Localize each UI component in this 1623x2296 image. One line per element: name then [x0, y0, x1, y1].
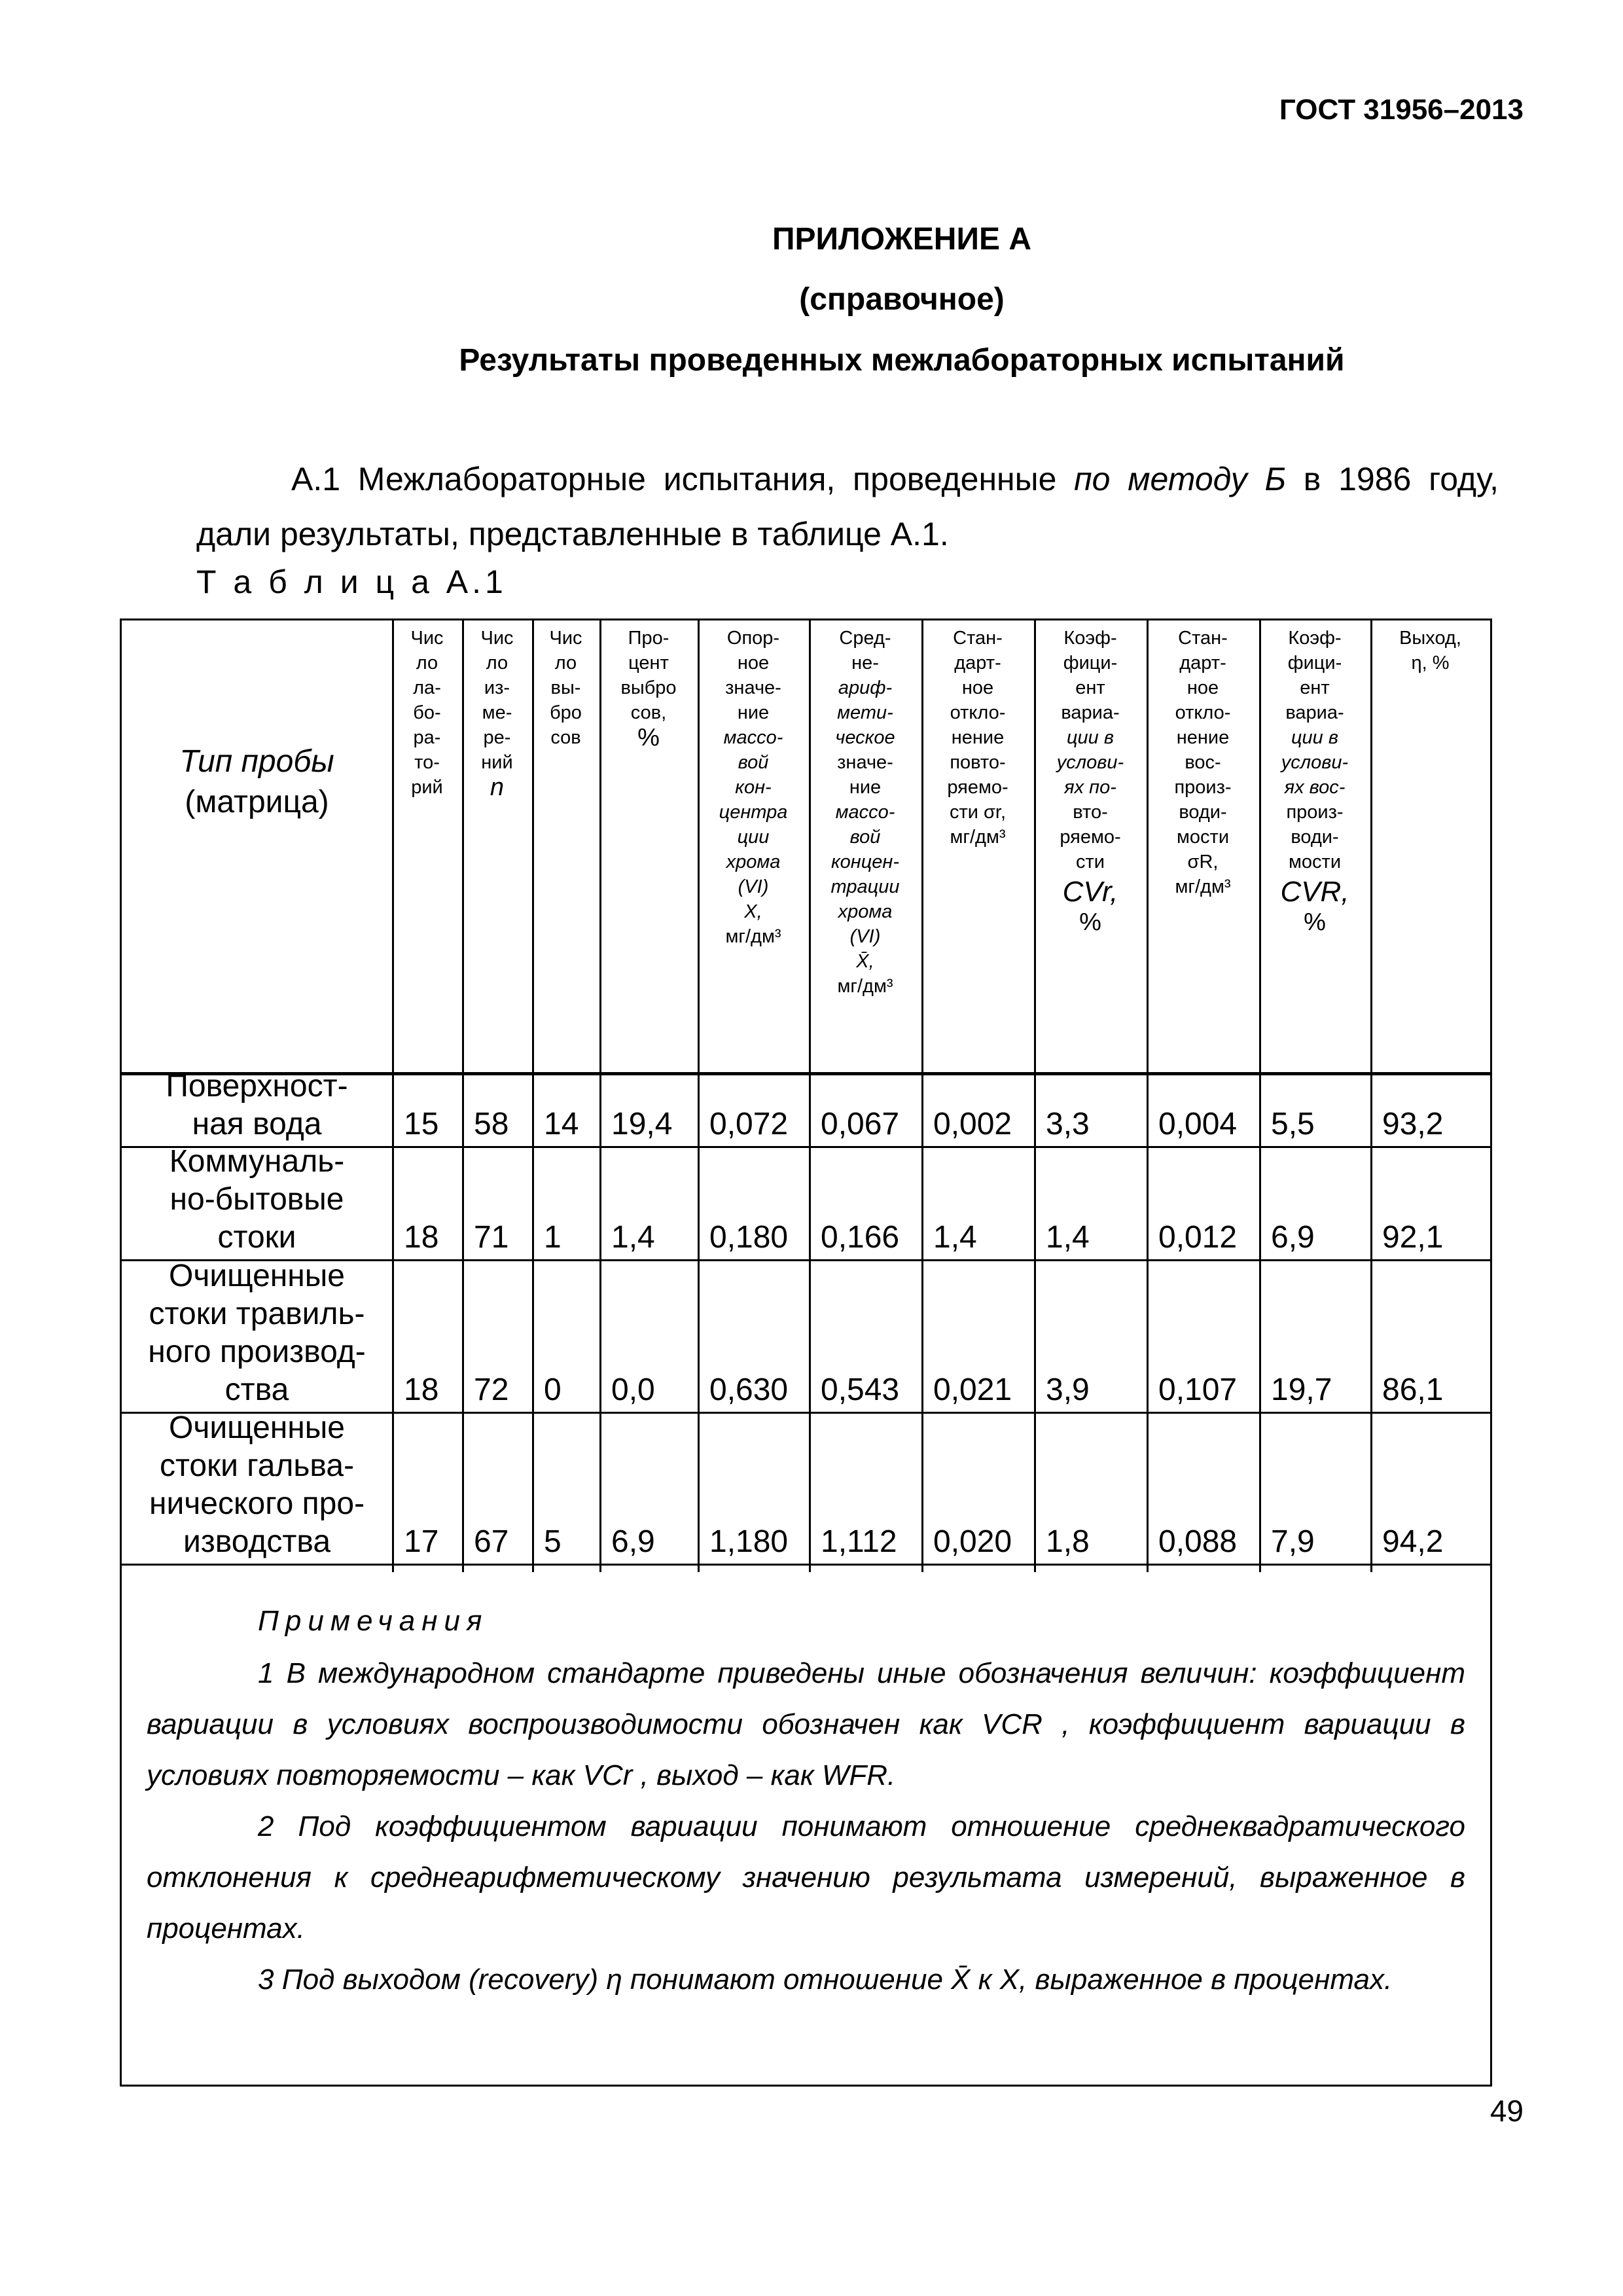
header-line: фици- — [1063, 653, 1118, 673]
header-line: фици- — [1287, 653, 1342, 673]
header-line: ческое — [835, 727, 895, 748]
header-cvR-percent: % — [1304, 908, 1326, 936]
header-cvR-symbol: CVR, — [1280, 876, 1349, 908]
table-cell: 1,4 — [933, 1220, 977, 1255]
table-caption: Т а б л и ц а А.1 — [196, 564, 507, 600]
header-mean-text — [809, 626, 921, 675]
row-sample-type — [122, 1257, 392, 1409]
table-cell: 19,7 — [1271, 1372, 1332, 1407]
header-measurements-symbol: n — [490, 774, 505, 801]
header-line: из- — [484, 677, 510, 698]
header-line: произ- — [1286, 802, 1344, 823]
header-cvr-italic — [1034, 725, 1147, 800]
appendix-status: (справочное) — [799, 282, 1005, 317]
table-cell: 67 — [474, 1524, 509, 1559]
header-line: вой — [849, 827, 881, 848]
appendix-title: ПРИЛОЖЕНИЕ А — [772, 222, 1031, 257]
header-line: Чис — [549, 628, 582, 649]
header-line: кон- — [735, 777, 772, 798]
header-line: Чис — [480, 628, 514, 649]
header-sample-type-matrix: (матрица) — [185, 785, 329, 819]
header-yield — [1370, 620, 1490, 1072]
header-outliers-text — [532, 626, 599, 750]
header-cvr-symbol: CVr, — [1062, 876, 1118, 908]
header-line: Стан- — [1178, 628, 1228, 649]
header-mean-value — [809, 620, 921, 1072]
header-cvr-text — [1034, 626, 1147, 725]
header-reference-value — [698, 620, 809, 1072]
header-line: трации — [830, 876, 900, 897]
header-reference-unit: мг/дм³ — [725, 926, 781, 947]
page-number: 49 — [1489, 2094, 1524, 2128]
header-line: ное — [961, 677, 994, 698]
header-line: не- — [851, 653, 879, 673]
header-line: центра — [719, 802, 788, 823]
header-line: ло — [554, 653, 577, 673]
header-line: сов, — [630, 702, 667, 723]
header-cvR-text2 — [1259, 800, 1370, 874]
header-line: Коэф- — [1288, 628, 1342, 649]
table-cell: 0,630 — [709, 1372, 789, 1407]
header-line: вариа- — [1061, 702, 1120, 723]
header-line: цент — [628, 653, 669, 673]
notes-heading: Примечания — [258, 1605, 489, 1637]
table-cell: 0,002 — [933, 1107, 1012, 1141]
table-cell: 1,4 — [611, 1220, 655, 1255]
table-cell: 3,3 — [1046, 1107, 1090, 1141]
header-outliers — [532, 620, 599, 1072]
header-reproducibility-sd — [1147, 620, 1259, 1072]
header-line: откло- — [950, 702, 1006, 723]
header-mean-text2 — [809, 750, 921, 800]
table-cell: 0,020 — [933, 1524, 1012, 1559]
header-sr-unit: мг/дм³ — [950, 827, 1006, 848]
header-line: ние — [737, 702, 770, 723]
header-line: услови- — [1281, 752, 1349, 773]
header-line: Коэф- — [1063, 628, 1117, 649]
header-line: ариф- — [838, 677, 893, 698]
table-cell: 1,112 — [821, 1524, 897, 1559]
row-sample-type — [122, 1409, 392, 1561]
header-line: массо- — [835, 802, 895, 823]
header-cvR-italic — [1259, 725, 1370, 800]
header-line: Стан- — [953, 628, 1003, 649]
table-cell: 7,9 — [1271, 1524, 1315, 1559]
header-repeatability-sd — [921, 620, 1034, 1072]
header-line: ции в — [1291, 727, 1339, 748]
header-line: сти — [1076, 852, 1105, 872]
header-line: мости — [1288, 852, 1342, 872]
row-sample-type-line: ства — [224, 1372, 289, 1407]
table-cell: 5 — [544, 1524, 562, 1559]
header-outlier-percent-symbol: % — [637, 724, 660, 751]
header-line: Чис — [410, 628, 444, 649]
header-cvr-text2 — [1034, 800, 1147, 874]
table-cell: 0,012 — [1158, 1220, 1238, 1255]
header-line: ло — [486, 653, 508, 673]
header-line: нение — [1176, 727, 1230, 748]
header-line: значе- — [725, 677, 781, 698]
header-labs — [392, 620, 462, 1072]
header-labs-text — [392, 626, 462, 800]
header-line: хрома — [726, 852, 781, 872]
table-cell: 18 — [404, 1372, 439, 1407]
header-line: сов — [550, 727, 581, 748]
row-sample-type-line: но-бытовые — [169, 1182, 344, 1217]
header-line: то- — [414, 752, 440, 773]
header-line: ряемо- — [1060, 827, 1121, 848]
header-line: (VI) — [738, 876, 769, 897]
table-cell: 0,072 — [709, 1107, 789, 1141]
header-sR-symbol: σR, — [1187, 852, 1219, 872]
table-cell: 1,180 — [709, 1524, 789, 1559]
row-sample-type-line: Очищенные — [168, 1259, 345, 1293]
header-sr-label: сти σr, — [949, 802, 1007, 823]
row-sample-type-line: ная вода — [192, 1107, 322, 1141]
row-sample-type-line: стоки — [217, 1220, 296, 1255]
header-reference-text — [698, 626, 809, 725]
header-line: Сред- — [839, 628, 891, 649]
header-yield-label: Выход, — [1399, 628, 1461, 649]
header-mean-italic2 — [809, 800, 921, 949]
header-line: вариа- — [1285, 702, 1344, 723]
header-line: концен- — [830, 852, 900, 872]
table-cell: 0,067 — [821, 1107, 900, 1141]
table-cell: 94,2 — [1382, 1524, 1444, 1559]
header-line: дарт- — [954, 653, 1001, 673]
table-cell: 6,9 — [611, 1524, 655, 1559]
header-line: ний — [481, 752, 513, 773]
header-reproducibility-cv — [1259, 620, 1370, 1072]
header-line: Опор- — [726, 628, 780, 649]
row-sample-type-line: изводства — [183, 1524, 331, 1559]
intro-part2: в 1986 году, дали результаты, представленные в таблице А.1. — [196, 461, 1499, 552]
table-cell: 17 — [404, 1524, 439, 1559]
header-line: ции — [737, 827, 770, 848]
header-line: вос- — [1185, 752, 1221, 773]
header-line: нение — [951, 727, 1005, 748]
header-line: ент — [1300, 677, 1330, 698]
row-sample-type-line: стоки травиль- — [149, 1297, 365, 1331]
row-sample-type-line: Поверхност- — [166, 1069, 348, 1103]
grid-line — [122, 1564, 1490, 1566]
header-mean-symbol: X̄, — [856, 951, 874, 972]
header-line: вто- — [1073, 802, 1108, 823]
header-line: ра- — [413, 727, 441, 748]
note-1: 1 В международном стандарте приведены иные обозначения величин: коэффициент вариации в условиях воспроизводимости обозначен как VCR , коэффициент вариации в условиях повторяемости – как VCr , выход – как WFR. — [147, 1657, 1465, 1791]
header-line: выбро — [620, 677, 677, 698]
header-line: ре- — [483, 727, 511, 748]
header-line: услови- — [1056, 752, 1124, 773]
table-cell: 19,4 — [611, 1107, 673, 1141]
note-2: 2 Под коэффициентом вариации понимают отношение среднеквадратического отклонения к среднеарифметическому значению результата измерений, выраженное в процентах. — [147, 1810, 1465, 1945]
header-repeatability-cv — [1034, 620, 1147, 1072]
intro-paragraph — [196, 452, 1499, 562]
row-sample-type-line: ного производ- — [148, 1335, 366, 1369]
header-line: значе- — [837, 752, 893, 773]
table-cell: 0,088 — [1158, 1524, 1238, 1559]
table-cell: 58 — [474, 1107, 509, 1141]
table-cell: 86,1 — [1382, 1372, 1444, 1407]
header-line: ях по- — [1064, 777, 1116, 798]
header-line: рий — [411, 777, 443, 798]
header-line: ние — [849, 777, 882, 798]
table-cell: 0,180 — [709, 1220, 789, 1255]
table-cell: 1 — [544, 1220, 562, 1255]
header-sample-type-label: Тип пробы — [179, 744, 334, 779]
header-line: хрома — [838, 901, 893, 922]
header-line: ла- — [413, 677, 441, 698]
header-line: (VI) — [849, 926, 881, 947]
row-sample-type — [122, 1067, 392, 1143]
header-sr-text — [921, 626, 1034, 800]
table-cell: 72 — [474, 1372, 509, 1407]
header-line: ме- — [482, 702, 512, 723]
intro-part1: А.1 Межлабораторные испытания, проведенные — [291, 461, 1075, 497]
header-line: мети- — [837, 702, 893, 723]
table-cell: 15 — [404, 1107, 439, 1141]
header-line: вой — [738, 752, 769, 773]
table-cell: 0,543 — [821, 1372, 900, 1407]
header-line: бо- — [413, 702, 441, 723]
header-line: откло- — [1175, 702, 1231, 723]
header-cvr-percent: % — [1079, 908, 1101, 936]
row-sample-type — [122, 1143, 392, 1257]
header-outlier-percent-text — [599, 626, 698, 725]
header-line: вы- — [550, 677, 581, 698]
header-reference-symbol: X, — [744, 901, 762, 922]
table-cell: 0,0 — [611, 1372, 655, 1407]
header-mean-italic — [809, 675, 921, 750]
header-line: ло — [416, 653, 438, 673]
header-yield-symbol: η, % — [1411, 653, 1450, 673]
header-outlier-percent — [599, 620, 698, 1072]
results-table — [120, 619, 1492, 2087]
header-line: ряемо- — [947, 777, 1008, 798]
table-cell: 5,5 — [1271, 1107, 1315, 1141]
header-sR-text — [1147, 626, 1259, 850]
standard-number: ГОСТ 31956–2013 — [1279, 94, 1524, 126]
header-cvR-text — [1259, 626, 1370, 725]
table-cell: 0,107 — [1158, 1372, 1238, 1407]
header-line: ное — [1186, 677, 1219, 698]
header-sample-type — [122, 620, 392, 1072]
header-line: мости — [1176, 827, 1230, 848]
table-cell: 18 — [404, 1220, 439, 1255]
table-cell: 0 — [544, 1372, 562, 1407]
table-cell: 0,021 — [933, 1372, 1012, 1407]
header-line: Про- — [628, 628, 669, 649]
appendix-subtitle: Результаты проведенных межлабораторных испытаний — [459, 343, 1345, 378]
table-cell: 3,9 — [1046, 1372, 1090, 1407]
header-line: ент — [1075, 677, 1105, 698]
header-line: произ- — [1174, 777, 1232, 798]
table-cell: 93,2 — [1382, 1107, 1444, 1141]
table-cell: 92,1 — [1382, 1220, 1444, 1255]
note-3: 3 Под выходом (recovery) η понимают отношение X̄ к X, выраженное в процентах. — [258, 1964, 1393, 1996]
header-measurements-text — [462, 626, 532, 775]
row-sample-type-line: Очищенные — [168, 1410, 345, 1445]
header-measurements — [462, 620, 532, 1072]
table-cell: 71 — [474, 1220, 509, 1255]
table-cell: 1,4 — [1046, 1220, 1090, 1255]
header-reference-italic — [698, 725, 809, 899]
header-line: води- — [1291, 827, 1339, 848]
header-line: ях вос- — [1284, 777, 1346, 798]
header-line: води- — [1179, 802, 1227, 823]
table-cell: 6,9 — [1271, 1220, 1315, 1255]
header-line: ции в — [1066, 727, 1115, 748]
header-line: массо- — [723, 727, 783, 748]
table-cell: 14 — [544, 1107, 579, 1141]
header-line: повто- — [950, 752, 1006, 773]
row-sample-type-line: Коммуналь- — [169, 1144, 345, 1179]
table-cell: 1,8 — [1046, 1524, 1090, 1559]
header-mean-unit: мг/дм³ — [837, 976, 893, 997]
table-cell: 0,004 — [1158, 1107, 1238, 1141]
header-line: ное — [737, 653, 770, 673]
header-line: бро — [550, 702, 582, 723]
intro-method: по методу Б — [1074, 461, 1287, 497]
row-sample-type-line: нического про- — [149, 1486, 365, 1521]
row-sample-type-line: стоки гальва- — [159, 1448, 355, 1483]
table-cell: 0,166 — [821, 1220, 900, 1255]
header-line: дарт- — [1179, 653, 1226, 673]
table-notes — [122, 1596, 1490, 2005]
header-sR-unit: мг/дм³ — [1175, 876, 1231, 897]
